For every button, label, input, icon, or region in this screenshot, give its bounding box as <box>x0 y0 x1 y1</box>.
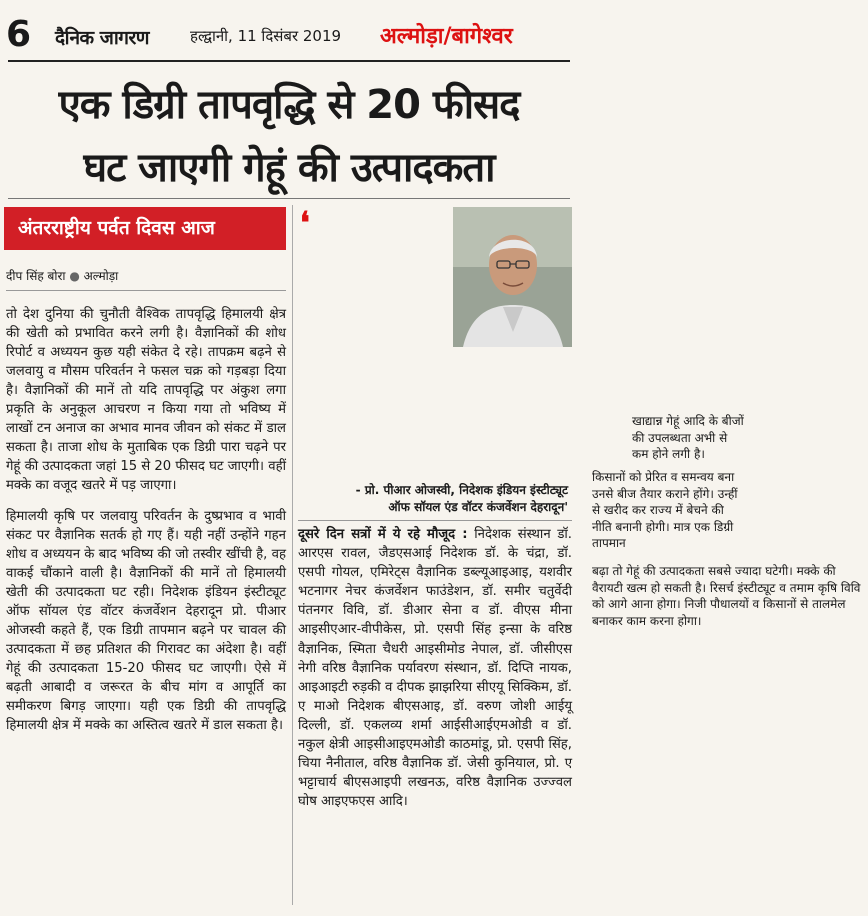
quote-mark-icon: ❛ <box>300 206 310 241</box>
headline-rule <box>8 198 570 199</box>
paper-name: दैनिक जागरण <box>55 27 149 49</box>
quote-text-middle: किसानों को प्रेरित व समन्वय बना उनसे बीज तैयार कराने होंगे। उन्हीं से खरीद कर राज्य में बेचने की नीति बनानी होगी। मात्र एक डिग्री तापमान <box>592 470 738 551</box>
article-paragraph-1: तो देश दुनिया की चुनौती वैश्विक तापवृद्धि हिमालयी क्षेत्र की खेती को प्रभावित करने लगी है। वैज्ञानिकों की शोध रिपोर्ट व अध्ययन कुछ यही संकेत दे रहे। तापक्रम बढ़ने से जलवायु व मौसम परिवर्तन ने फसल चक्र को गड़बड़ा दिया है। वैज्ञानिकों की मानें तो यदि तापवृद्धि पर अंकुश लगा प्रकृति के अनुकूल आचरण न किया गया तो भविष्य में लाखों टन अनाज का अभाव मानव जीवन को संकट में डाल सकता है। ताजा शोध के मुताबिक एक डिग्री पारा चढ़ने पर गेहूं की उत्पादकता जहां 15 से 20 फीसद घट जाएगी। वहीं मक्के का वजूद खतरे में पड़ जाएगा। <box>6 307 286 493</box>
quote-text-bottom: बढ़ा तो गेहूं की उत्पादकता सबसे ज्यादा घटेगी। मक्के की वैरायटी खत्म हो सकती है। रिसर्च इंस्टीट्यूट व तमाम कृषि विवि को आगे आना होगा। निजी पौधालयों व किसानों से तालमेल बनाकर काम करना होगा। <box>592 564 861 628</box>
masthead <box>0 0 578 62</box>
column-divider <box>292 205 293 905</box>
sidebar-rule <box>298 520 572 521</box>
article-body <box>6 305 286 735</box>
page-number: 6 <box>6 14 32 55</box>
masthead-rule <box>8 60 570 62</box>
article-paragraph-2: हिमालयी कृषि पर जलवायु परिवर्तन के दुष्प्रभाव व भावी संकट पर वैज्ञानिक सतर्क हो गए हैं। यही नहीं उन्होंने गहन शोध व अध्ययन के बाद भविष्य की जो तस्वीर खींची है, वह वाकई चौंकाने वाली है। वैज्ञानिकों की मानें तो हिमालयी खेती की उत्पादकता घट रही। निदेशक इंडियन इंस्टीट्यूट ऑफ सॉयल एंड वॉटर कंजर्वेशन देहरादून प्रो. पीआर ओजस्वी कहते हैं, एक डिग्री तापमान बढ़ने पर चावल की उत्पादकता में छह प्रतिशत की गिरावट का अंदेशा है। वहीं गेहूं की उत्पादकता 15-20 फीसद घट जाएगी। ऐसे में बढ़ती आबादी व जरूरत के बीच मांग व आपूर्ति का समीकरण बिगड़ जाएगा। यही एक डिग्री की तापवृद्धि हिमालयी क्षेत्र में मक्के का अस्तित्व खतरे में डाल सकता है। <box>6 509 286 733</box>
attendees-sidebar <box>298 525 572 811</box>
portrait-illustration <box>453 207 572 347</box>
byline-separator: ● <box>69 269 80 283</box>
byline-author: दीप सिंह बोरा <box>6 269 66 283</box>
attribution-line-1: - प्रो. पीआर ओजस्वी, निदेशक इंडियन इंस्टीट्यूट <box>355 483 568 497</box>
headline-line-1: एक डिग्री तापवृद्धि से 20 फीसद <box>58 82 520 128</box>
dateline: हल्द्वानी, 11 दिसंबर 2019 <box>190 27 342 45</box>
quote-attribution <box>300 482 572 516</box>
sidebar-text: निदेशक संस्थान डॉ. आरएस रावल, जैडएसआई निदेशक डॉ. के चंद्रा, डॉ. एसपी गोयल, एमिरेट्स वैज्ञानिक डब्ल्यूआइआइ, यशवीर भटनागर नेचर कंजर्वेशन फाउंडेशन, डॉ. समीर चतुर्वेदी पंतनगर विवि, डॉ. डीआर सेना व डॉ. वीएस मीना आइसीएआर-वीपीकेस, प्रो. एसपी सिंह इन्सा के वरिष्ठ वैज्ञानिक, स्मिता चैधरी आइसीमोड नेपाल, डॉ. जीसीएस नेगी वरिष्ठ वैज्ञानिक पर्यावरण संस्थान, डॉ. दिप्ति नायक, आइआइटी रुड़की व दीपक झाझरिया सीएयू सिक्किम, डॉ. ए माओ निदेशक बीएसआइ, डॉ. वरुण जोशी आईयू दिल्ली, डॉ. एकलव्य शर्मा आईसीआईएमओडी व डॉ. नकुल क्षेत्री आइसीआइएमओडी काठमांडू, प्रो. एसपी सिंह, चिया नैनीताल, वरिष्ठ वैज्ञानिक डॉ. जेसी कुनियाल, प्रो. ए भट्टाचार्य बीएसआइपी लखनऊ, वरिष्ठ वैज्ञानिक उज्ज्वल घोष आइएफएस आदि। <box>298 527 572 810</box>
attribution-line-2: ऑफ सॉयल एंड वॉटर कंजर्वेशन देहरादून' <box>388 500 568 514</box>
byline-rule <box>6 290 286 291</box>
section-strap: अंतरराष्ट्रीय पर्वत दिवस आज <box>4 207 286 250</box>
quote-text-top: खाद्यान्न गेहूं आदि के बीजों की उपलब्धता अभी से कम होने लगी है। <box>632 414 744 462</box>
headline-line-2: घट जाएगी गेहूं की उत्पादकता <box>83 145 495 191</box>
portrait-photo <box>453 207 572 347</box>
edition-title: अल्मोड़ा/बागेश्वर <box>380 24 513 49</box>
sidebar-lead: दूसरे दिन सत्रों में ये रहे मौजूद : <box>298 527 468 542</box>
byline <box>6 267 118 284</box>
byline-place: अल्मोड़ा <box>83 269 119 283</box>
